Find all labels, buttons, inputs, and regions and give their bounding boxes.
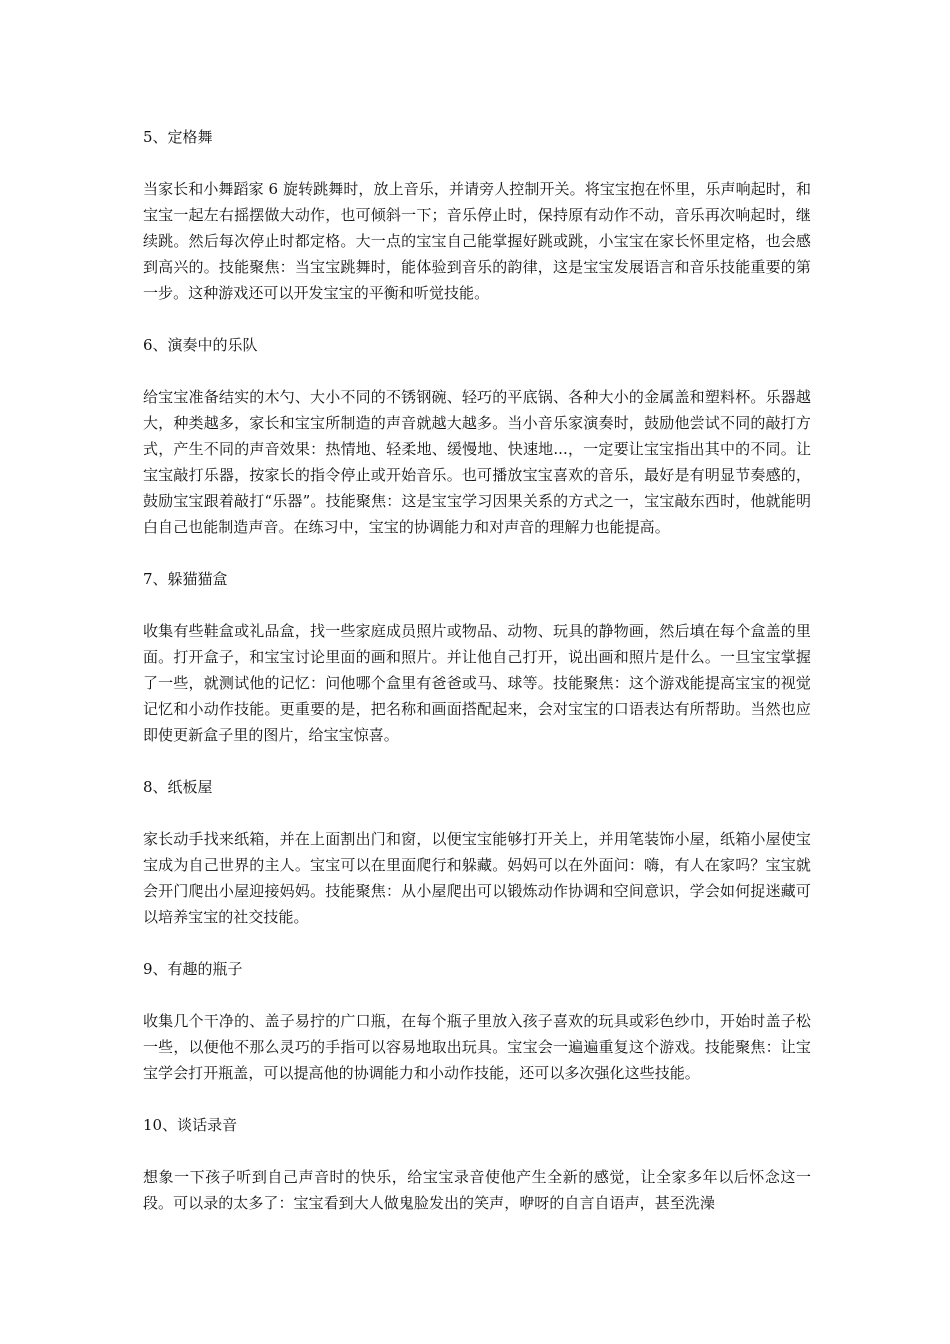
section-8-cardboard-house (143, 774, 811, 930)
section-heading: 8、纸板屋 (143, 778, 213, 796)
section-heading: 9、有趣的瓶子 (143, 960, 243, 978)
section-heading: 7、躲猫猫盒 (143, 570, 228, 588)
document-content (143, 124, 811, 1242)
section-paragraph: 给宝宝准备结实的木勺、大小不同的不锈钢碗、轻巧的平底锅、各种大小的金属盖和塑料杯。乐器越大，种类越多，家长和宝宝所制造的声音就越大越多。当小音乐家演奏时，鼓励他尝试不同的敲打方式，产生不同的声音效果：热情地、轻柔地、缓慢地、快速地...，一定要让宝宝指出其中的不同。让宝宝敲打乐器，按家长的指令停止或开始音乐。也可播放宝宝喜欢的音乐，最好是有明显节奏感的，鼓励宝宝跟着敲打“乐器”。技能聚焦：这是宝宝学习因果关系的方式之一，宝宝敲东西时，他就能明白自己也能制造声音。在练习中，宝宝的协调能力和对声音的理解力也能提高。 (143, 388, 811, 536)
section-5-freeze-dance (143, 124, 811, 306)
section-paragraph: 当家长和小舞蹈家 6 旋转跳舞时，放上音乐，并请旁人控制开关。将宝宝抱在怀里，乐声响起时，和宝宝一起左右摇摆做大动作，也可倾斜一下；音乐停止时，保持原有动作不动，音乐再次响起时，继续跳。然后每次停止时都定格。大一点的宝宝自己能掌握好跳或跳，小宝宝在家长怀里定格，也会感到高兴的。技能聚焦：当宝宝跳舞时，能体验到音乐的韵律，这是宝宝发展语言和音乐技能重要的第一步。这种游戏还可以开发宝宝的平衡和听觉技能。 (143, 180, 811, 302)
section-paragraph: 家长动手找来纸箱，并在上面割出门和窗，以便宝宝能够打开关上，并用笔装饰小屋，纸箱小屋使宝宝成为自己世界的主人。宝宝可以在里面爬行和躲藏。妈妈可以在外面问：嗨，有人在家吗？宝宝就会开门爬出小屋迎接妈妈。技能聚焦：从小屋爬出可以锻炼动作协调和空间意识，学会如何捉迷藏可以培养宝宝的社交技能。 (143, 830, 811, 926)
section-paragraph: 收集有些鞋盒或礼品盒，找一些家庭成员照片或物品、动物、玩具的静物画，然后填在每个盒盖的里面。打开盒子，和宝宝讨论里面的画和照片。并让他自己打开，说出画和照片是什么。一旦宝宝掌握了一些，就测试他的记忆：问他哪个盒里有爸爸或马、球等。技能聚焦：这个游戏能提高宝宝的视觉记忆和小动作技能。更重要的是，把名称和画面搭配起来，会对宝宝的口语表达有所帮助。当然也应即使更新盒子里的图片，给宝宝惊喜。 (143, 622, 811, 744)
section-10-voice-recording (143, 1112, 811, 1216)
section-paragraph: 想象一下孩子听到自己声音时的快乐，给宝宝录音使他产生全新的感觉，让全家多年以后怀念这一段。可以录的太多了：宝宝看到大人做鬼脸发出的笑声，咿呀的自言自语声，甚至洗澡 (143, 1168, 811, 1212)
section-7-peekaboo-box (143, 566, 811, 748)
section-heading: 10、谈话录音 (143, 1116, 238, 1134)
section-paragraph: 收集几个干净的、盖子易拧的广口瓶，在每个瓶子里放入孩子喜欢的玩具或彩色纱巾，开始时盖子松一些，以便他不那么灵巧的手指可以容易地取出玩具。宝宝会一遍遍重复这个游戏。技能聚焦：让宝宝学会打开瓶盖，可以提高他的协调能力和小动作技能，还可以多次强化这些技能。 (143, 1012, 811, 1082)
section-heading: 5、定格舞 (143, 128, 213, 146)
section-heading: 6、演奏中的乐队 (143, 336, 258, 354)
section-9-fun-bottles (143, 956, 811, 1086)
section-6-band (143, 332, 811, 540)
